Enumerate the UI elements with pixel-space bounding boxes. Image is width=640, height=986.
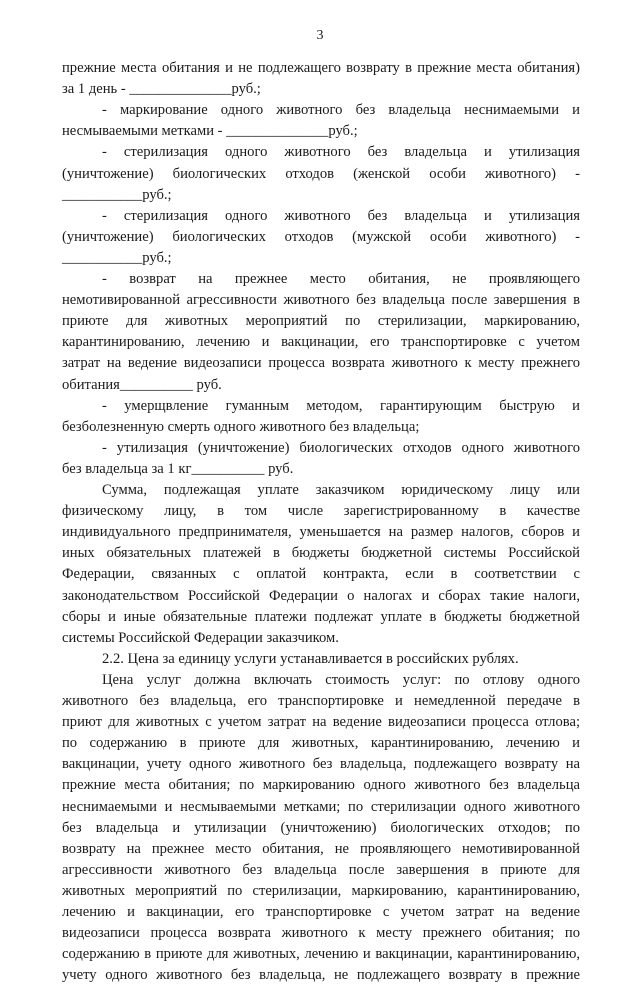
- text-line: (уничтожение) биологических отходов (женской особи животного) -: [62, 165, 580, 182]
- text-line: без владельца за 1 кг__________ руб.: [62, 460, 294, 477]
- text-line: животного без владельца, его транспортировке и немедленной передаче в: [62, 693, 580, 709]
- text-line: немотивированной агрессивности животного без владельца после завершения в: [62, 292, 580, 309]
- text-line: неснимаемыми и несмываемыми метками; по стерилизации одного животного: [62, 798, 580, 815]
- text-line: - стерилизация одного животного без владельца и утилизация: [102, 144, 580, 161]
- text-line: приют для животных с учетом затрат на ведение видеозаписи процесса отлова;: [62, 714, 580, 731]
- text-line: ___________руб.;: [62, 249, 172, 266]
- text-line: (уничтожение) биологических отходов (мужской особи животного) -: [62, 228, 580, 245]
- text-line: - стерилизация одного животного без владельца и утилизация: [102, 207, 580, 224]
- text-line: видеозаписи процесса возврата животного к месту прежнего обитания; по: [62, 925, 580, 942]
- text-line: 2.2. Цена за единицу услуги устанавливается в российских рублях.: [102, 650, 519, 667]
- text-line: агрессивности животного без владельца после завершения в приюте для: [62, 861, 580, 878]
- text-line: - утилизация (уничтожение) биологических отходов одного животного: [102, 439, 580, 456]
- text-line: несмываемыми метками - ______________руб.;: [62, 123, 358, 140]
- text-line: карантинированию, лечению и вакцинации, его транспортировке с учетом: [62, 334, 580, 351]
- text-line: за 1 день - ______________руб.;: [62, 81, 261, 98]
- text-line: безболезненную смерть одного животного без владельца;: [62, 418, 420, 435]
- text-line: вакцинации, учету одного животного без владельца, подлежащего возврату на: [62, 756, 580, 773]
- text-line: животных мероприятий по стерилизации, маркированию, карантинированию,: [62, 882, 580, 899]
- text-line: физическому лицу, в том числе зарегистрированному в качестве: [62, 503, 580, 520]
- text-line: законодательством Российской Федерации о налогах и сборах такие налоги,: [62, 587, 580, 604]
- text-line: Цена услуг должна включать стоимость услуг: по отлову одного: [102, 671, 580, 688]
- text-line: без владельца и утилизации (уничтожению) биологических отходов; по: [62, 819, 580, 836]
- text-line: - умерщвление гуманным методом, гарантирующим быструю и: [102, 397, 580, 414]
- text-line: Сумма, подлежащая уплате заказчиком юридическому лицу или: [102, 482, 580, 498]
- text-line: прежние места обитания; по маркированию одного животного без владельца: [62, 777, 580, 794]
- text-line: приюте для животных мероприятий по стерилизации, маркированию,: [62, 313, 580, 330]
- text-line: иных обязательных платежей в бюджеты бюджетной системы Российской: [62, 545, 580, 562]
- text-line: ___________руб.;: [62, 186, 172, 203]
- text-line: сборы и иные обязательные платежи подлежат уплате в бюджеты бюджетной: [62, 608, 580, 625]
- text-line: Федерации, связанных с оплатой контракта, если в соответствии с: [62, 566, 580, 583]
- text-line: лечению и вакцинации, его транспортировке с учетом затрат на ведение: [62, 904, 580, 920]
- text-line: затрат на ведение видеозаписи процесса возврата животного к месту прежнего: [62, 355, 580, 372]
- page-number: 3: [316, 28, 324, 43]
- text-line: обитания__________ руб.: [62, 376, 222, 393]
- text-line: - возврат на прежнее место обитания, не проявляющего: [102, 271, 580, 287]
- text-line: прежние места обитания и не подлежащего возврату в прежние места обитания): [62, 60, 580, 76]
- text-line: учету одного животного без владельца, не подлежащего возврату в прежние: [62, 967, 580, 984]
- text-line: возврату на прежнее место обитания, не проявляющего немотивированной: [62, 840, 580, 857]
- text-line: системы Российской Федерации заказчиком.: [62, 629, 339, 646]
- text-line: - маркирование одного животного без владельца неснимаемыми и: [102, 102, 580, 119]
- text-line: индивидуального предпринимателя, уменьшается на размер налогов, сборов и: [62, 524, 580, 541]
- text-line: содержанию в приюте для животных, лечению и вакцинации, карантинированию,: [62, 946, 580, 963]
- text-line: по содержанию в приюте для животных, карантинированию, лечению и: [62, 735, 580, 752]
